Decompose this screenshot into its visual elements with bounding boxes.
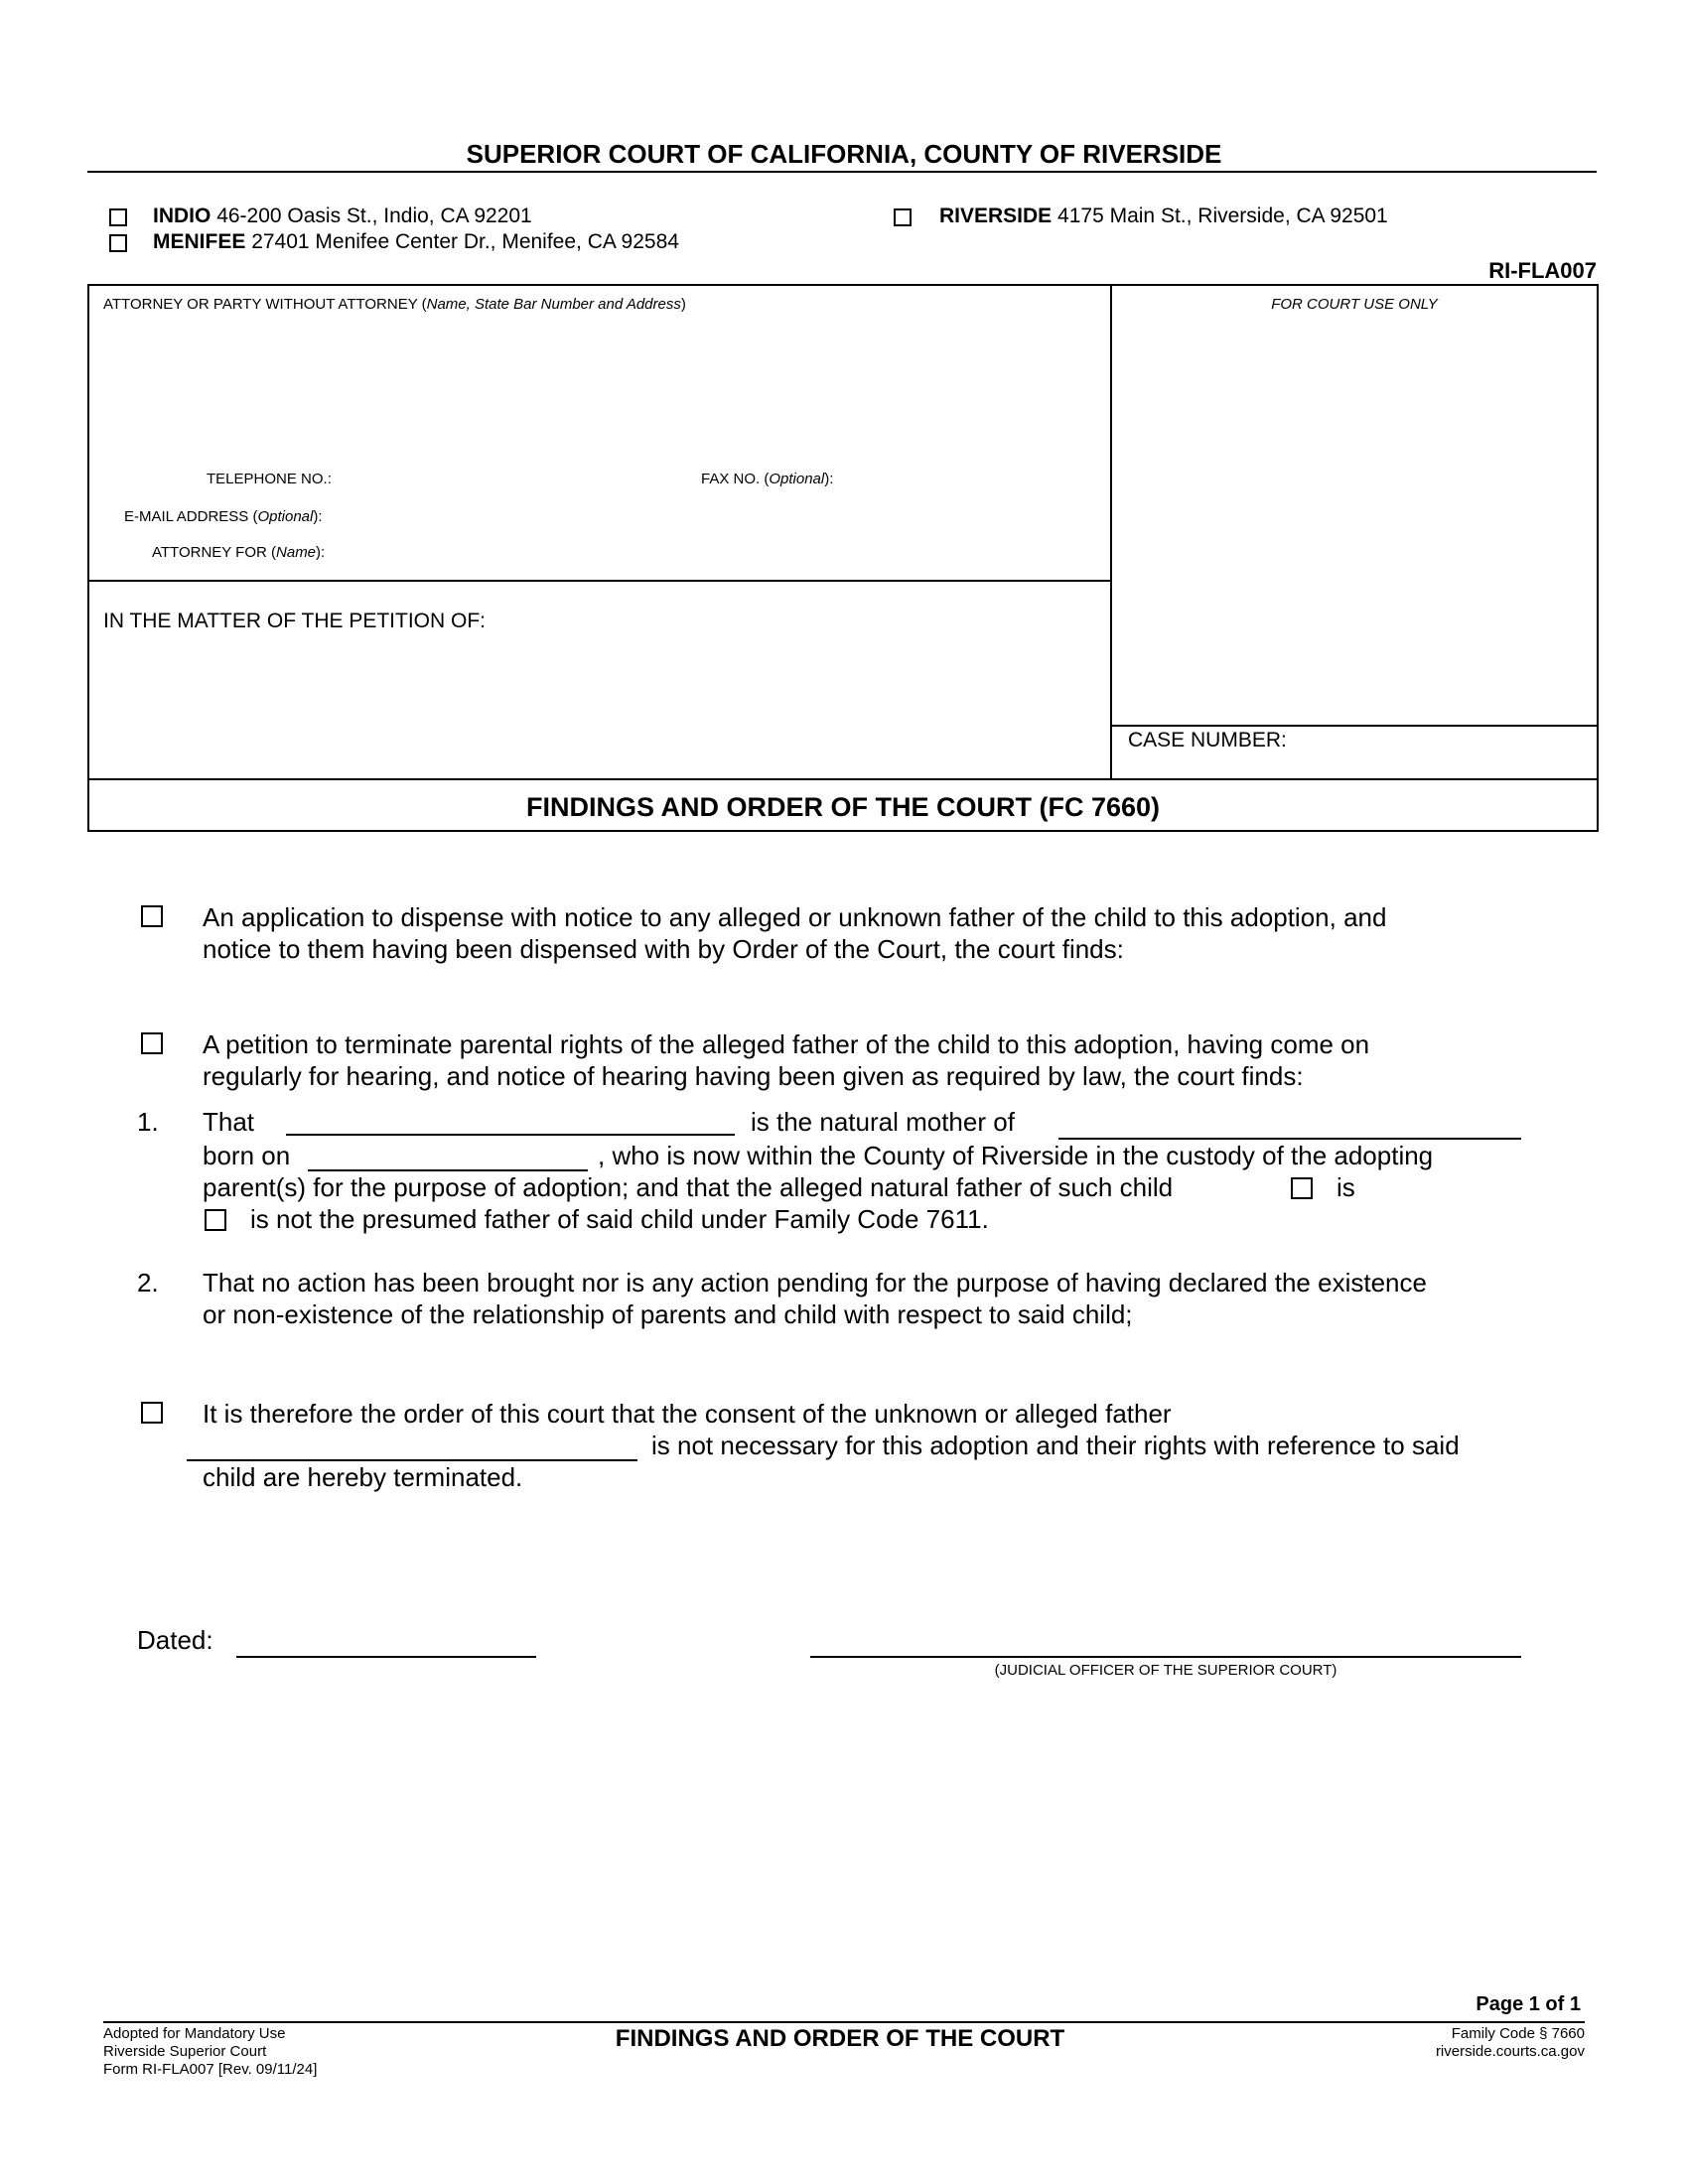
mother-name-field[interactable]: [286, 1106, 735, 1136]
item1-born-text: born on: [203, 1141, 291, 1170]
footer-left-line3: Form RI-FLA007 [Rev. 09/11/24]: [103, 2061, 318, 2078]
menifee-address: 27401 Menifee Center Dr., Menifee, CA 92584: [251, 230, 679, 253]
dispense-notice-checkbox[interactable]: [141, 905, 163, 927]
header-rule: [87, 171, 1597, 173]
footer-right-line2: riverside.courts.ca.gov: [1435, 2043, 1585, 2060]
item1-number: 1.: [137, 1107, 159, 1137]
dated-field[interactable]: [236, 1626, 536, 1658]
riverside-location: [939, 205, 1388, 228]
birth-date-field[interactable]: [308, 1142, 588, 1171]
caption-divider-case: [1110, 725, 1599, 727]
item1-isnot-text: is not the presumed father of said child under Family Code 7611.: [250, 1204, 989, 1234]
case-number-label: CASE NUMBER:: [1128, 729, 1287, 751]
footer-right-line1: Family Code § 7660: [1451, 2025, 1585, 2042]
page-number: Page 1 of 1: [1476, 1993, 1581, 2015]
dated-label: Dated:: [137, 1625, 213, 1655]
item2-line2: or non-existence of the relationship of parents and child with respect to said child;: [203, 1299, 1133, 1329]
order-line2: is not necessary for this adoption and their rights with reference to said: [651, 1431, 1460, 1460]
menifee-location: [153, 230, 679, 254]
form-title: FINDINGS AND ORDER OF THE COURT (FC 7660): [525, 792, 1161, 822]
judicial-officer-label: (JUDICIAL OFFICER OF THE SUPERIOR COURT): [994, 1662, 1337, 1679]
item2-line1: That no action has been brought nor is any action pending for the purpose of having declared the existence: [203, 1268, 1427, 1297]
order-line1: It is therefore the order of this court that the consent of the unknown or alleged father: [203, 1399, 1172, 1429]
item1-cont-text: , who is now within the County of Riverside in the custody of the adopting: [598, 1141, 1434, 1170]
para1-line1: An application to dispense with notice to any alleged or unknown father of the child to this adoption, and: [203, 902, 1387, 932]
indio-location: [153, 205, 532, 228]
caption-divider-vertical: [1110, 284, 1112, 780]
menifee-checkbox[interactable]: [109, 234, 127, 252]
para2-line2: regularly for hearing, and notice of hearing having been given as required by law, the court finds:: [203, 1061, 1304, 1091]
attorney-for-label: ATTORNEY FOR (Name):: [152, 544, 326, 561]
child-name-field[interactable]: [1058, 1110, 1521, 1140]
indio-name: INDIO: [153, 205, 211, 227]
footer-title: FINDINGS AND ORDER OF THE COURT: [615, 2025, 1065, 2052]
court-title: SUPERIOR COURT OF CALIFORNIA, COUNTY OF RIVERSIDE: [466, 139, 1222, 169]
email-label: E-MAIL ADDRESS (Optional):: [124, 508, 323, 525]
petition-terminate-checkbox[interactable]: [141, 1032, 163, 1054]
form-id: RI-FLA007: [1488, 258, 1597, 283]
riverside-address: 4175 Main St., Riverside, CA 92501: [1057, 205, 1388, 227]
father-is-checkbox[interactable]: [1291, 1177, 1313, 1199]
order-checkbox[interactable]: [141, 1402, 163, 1424]
alleged-father-field[interactable]: [187, 1430, 637, 1461]
item2-number: 2.: [137, 1268, 159, 1297]
father-is-not-checkbox[interactable]: [205, 1209, 226, 1231]
footer-left-line1: Adopted for Mandatory Use: [103, 2025, 286, 2042]
indio-checkbox[interactable]: [109, 208, 127, 226]
menifee-name: MENIFEE: [153, 230, 246, 253]
order-line3: child are hereby terminated.: [203, 1462, 523, 1492]
judicial-officer-signature-field[interactable]: [810, 1626, 1521, 1658]
item1-is-text: is: [1336, 1172, 1355, 1202]
item1-mother-text: is the natural mother of: [751, 1107, 1015, 1137]
footer-rule: [103, 2021, 1585, 2023]
court-use-label: FOR COURT USE ONLY: [1271, 296, 1438, 313]
caption-divider-title: [87, 778, 1599, 780]
fax-label: FAX NO. (Optional):: [701, 471, 834, 487]
para1-line2: notice to them having been dispensed with by Order of the Court, the court finds:: [203, 934, 1124, 964]
para2-line1: A petition to terminate parental rights of the alleged father of the child to this adoption, having come on: [203, 1029, 1370, 1059]
telephone-label: TELEPHONE NO.:: [207, 471, 332, 487]
item1-line3: parent(s) for the purpose of adoption; and that the alleged natural father of such child: [203, 1172, 1174, 1202]
riverside-name: RIVERSIDE: [939, 205, 1053, 227]
attorney-label: ATTORNEY OR PARTY WITHOUT ATTORNEY (Name, State Bar Number and Address): [103, 296, 686, 313]
matter-label: IN THE MATTER OF THE PETITION OF:: [103, 610, 487, 632]
riverside-checkbox[interactable]: [894, 208, 912, 226]
footer-left-line2: Riverside Superior Court: [103, 2043, 267, 2060]
indio-address: 46-200 Oasis St., Indio, CA 92201: [216, 205, 532, 227]
item1-that: That: [203, 1107, 255, 1137]
caption-divider-attorney: [87, 580, 1112, 582]
